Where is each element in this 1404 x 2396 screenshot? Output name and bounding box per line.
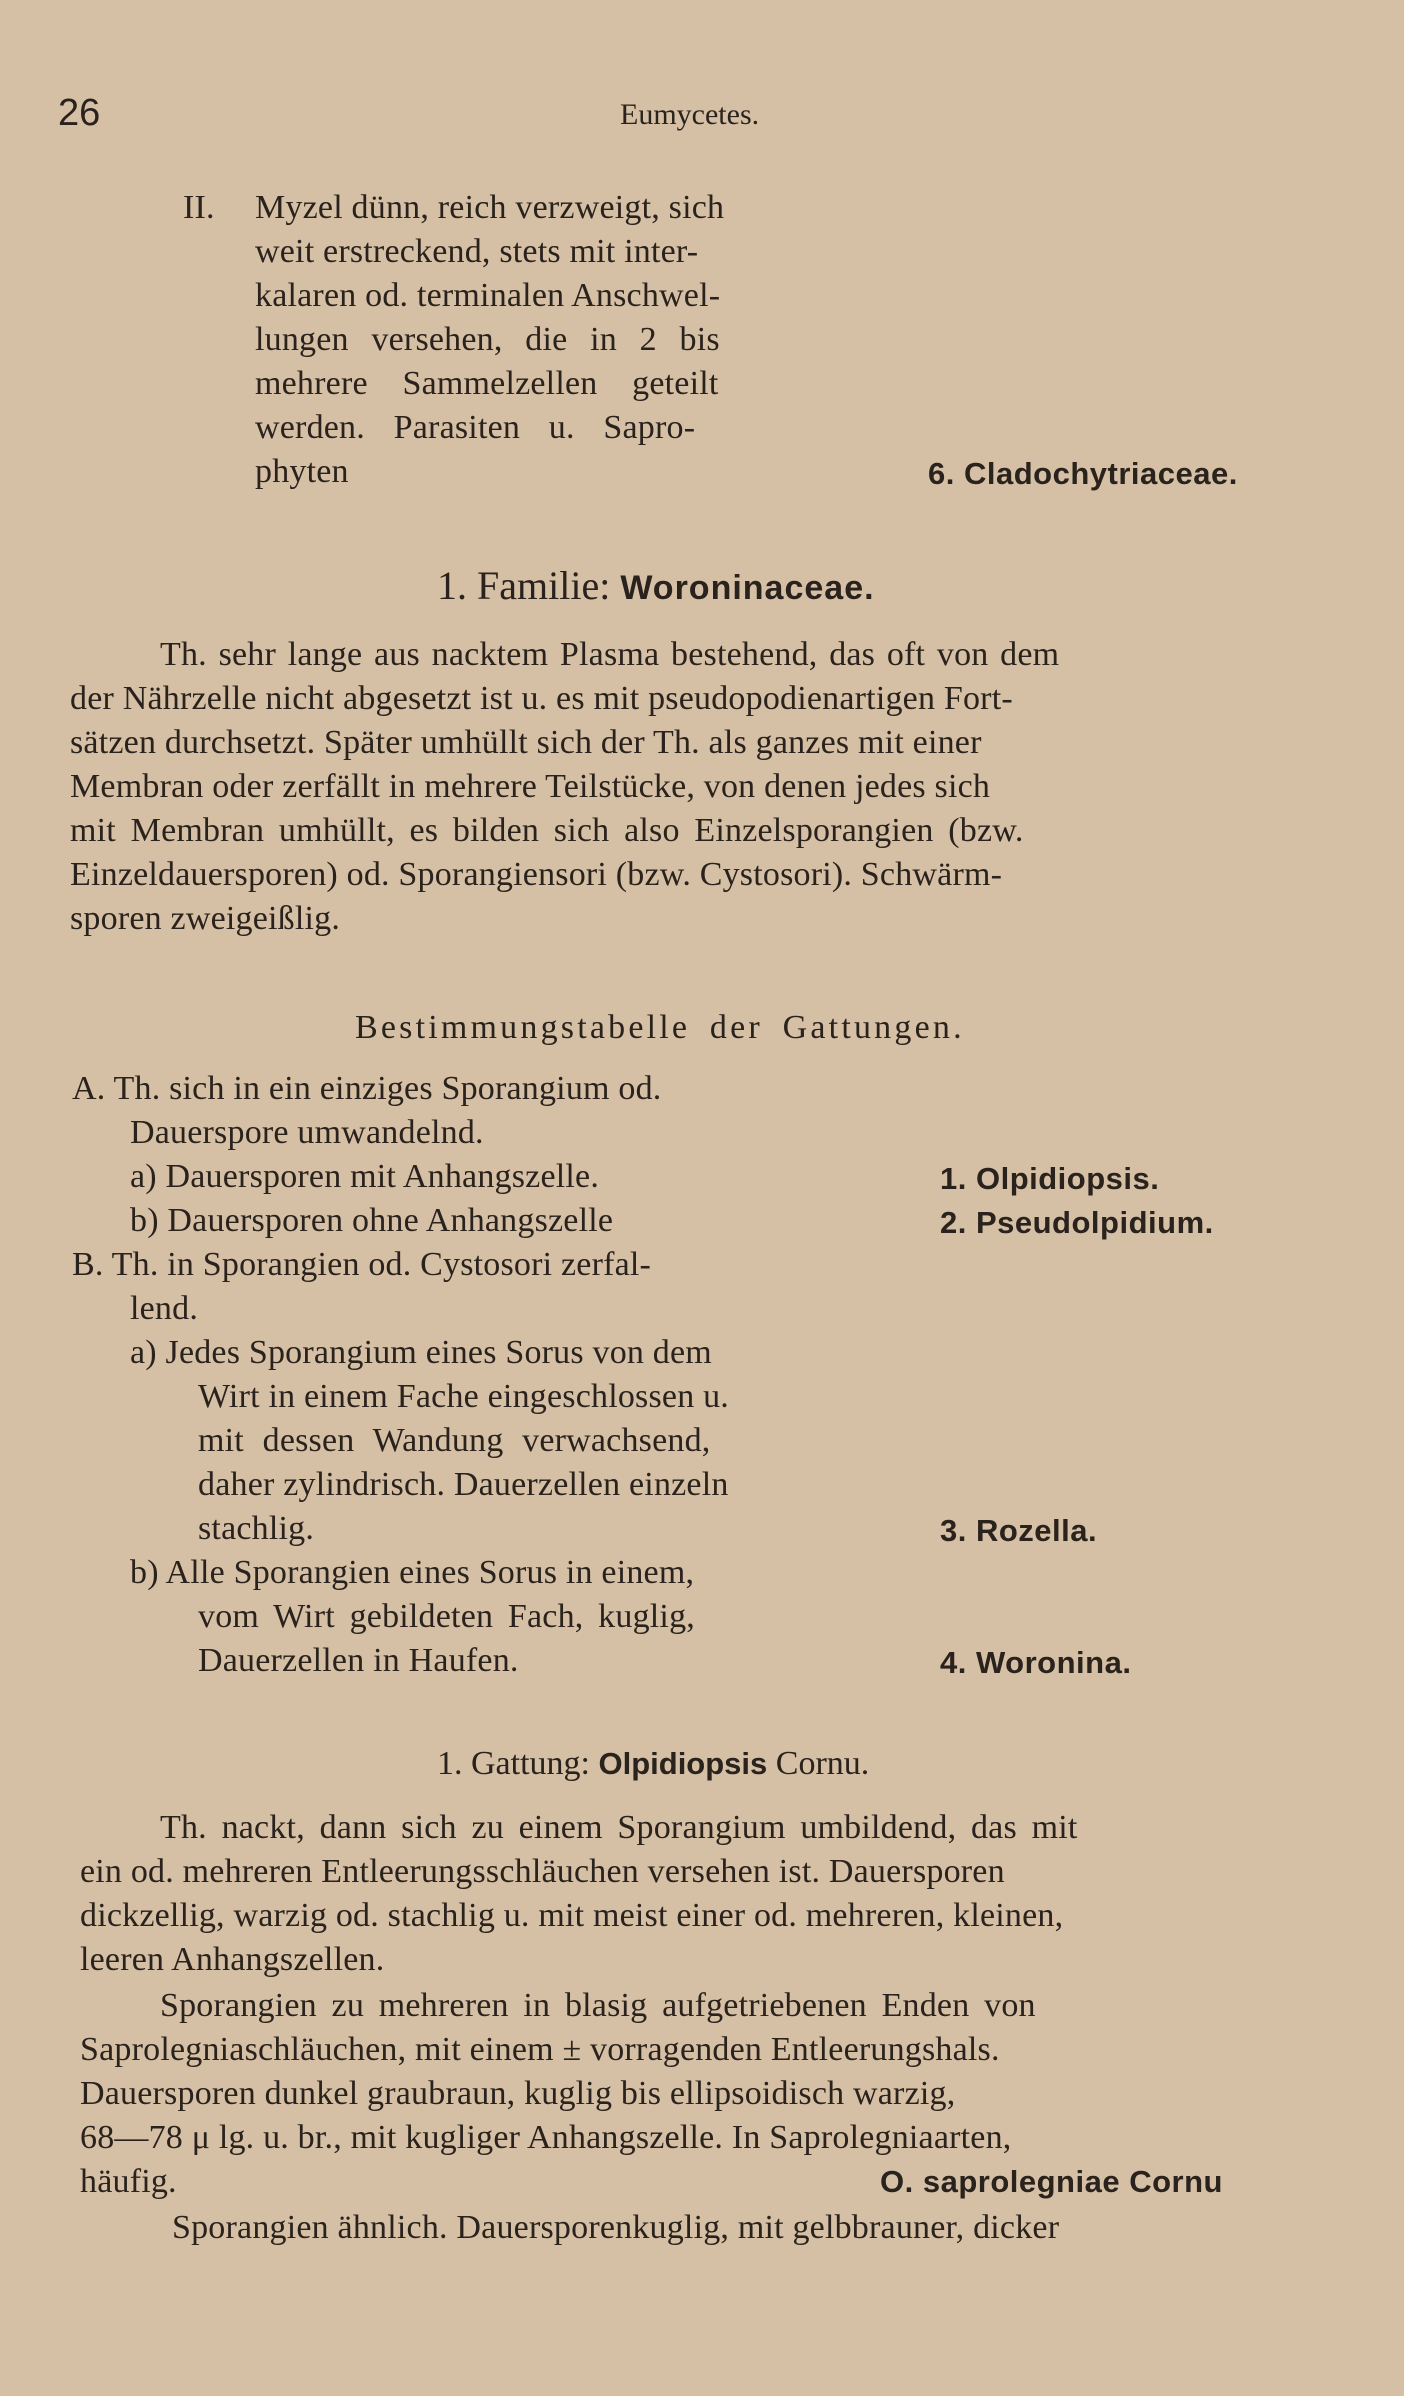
- family-description-line: Th. sehr lange aus nacktem Plasma bestehend, das oft von dem: [160, 636, 1060, 673]
- genus-description-line: leeren Anhangszellen.: [80, 1941, 385, 1978]
- species-description-line: 68—78 μ lg. u. br., mit kugliger Anhangszelle. In Saprolegniaarten,: [80, 2119, 1012, 2156]
- species-description-line: Sporangien zu mehreren in blasig aufgetriebenen Enden von: [160, 1987, 1036, 2024]
- family-number: 1.: [437, 563, 467, 608]
- key-A-line: A. Th. sich in ein einziges Sporangium od.: [72, 1070, 662, 1107]
- species-description-line: Saprolegniaschläuchen, mit einem ± vorragenden Entleerungshals.: [80, 2031, 1000, 2068]
- species-name: O. saprolegniae Cornu: [880, 2164, 1223, 2199]
- key-B-line: B. Th. in Sporangien od. Cystosori zerfal-: [72, 1246, 652, 1283]
- running-title: Eumycetes.: [620, 98, 760, 131]
- key-II-line: kalaren od. terminalen Anschwel-: [255, 277, 721, 314]
- key-II-line: weit erstreckend, stets mit inter-: [255, 233, 699, 270]
- family-name: Woroninaceae.: [620, 569, 875, 607]
- family-description-line: sätzen durchsetzt. Später umhüllt sich der Th. als ganzes mit einer: [70, 724, 982, 761]
- genus-heading: [437, 1745, 869, 1783]
- family-description-line: Membran oder zerfällt in mehrere Teilstücke, von denen jedes sich: [70, 768, 991, 805]
- key-II-line: lungen versehen, die in 2 bis: [255, 321, 720, 358]
- key-II-line: phyten: [255, 453, 349, 490]
- family-label: Familie:: [477, 563, 611, 608]
- key-Ba-result: 3. Rozella.: [940, 1513, 1098, 1548]
- key-Ba-line: daher zylindrisch. Dauerzellen einzeln: [198, 1466, 729, 1503]
- key-II-marker: II.: [183, 189, 215, 226]
- genus-heading-prefix: 1. Gattung:: [437, 1745, 590, 1782]
- key-Bb-line: Dauerzellen in Haufen.: [198, 1642, 519, 1679]
- key-Ba-line: a) Jedes Sporangium eines Sorus von dem: [130, 1334, 712, 1371]
- key-Bb-result: 4. Woronina.: [940, 1645, 1132, 1680]
- family-description-line: der Nährzelle nicht abgesetzt ist u. es mit pseudopodienartigen Fort-: [70, 680, 1013, 717]
- key-Aa-result: 1. Olpidiopsis.: [940, 1161, 1160, 1196]
- family-description-line: mit Membran umhüllt, es bilden sich also Einzelsporangien (bzw.: [70, 812, 1024, 849]
- genus-description-line: dickzellig, warzig od. stachlig u. mit meist einer od. mehreren, kleinen,: [80, 1897, 1064, 1934]
- key-Bb-line: vom Wirt gebildeten Fach, kuglig,: [198, 1598, 695, 1635]
- species-description-line: häufig.: [80, 2163, 177, 2200]
- key-A-line: Dauerspore umwandelnd.: [130, 1114, 484, 1151]
- family-description-line: sporen zweigeißlig.: [70, 900, 341, 937]
- page-number: 26: [58, 92, 101, 134]
- key-Ab-result: 2. Pseudolpidium.: [940, 1205, 1214, 1240]
- key-table-title: Bestimmungstabelle der Gattungen.: [355, 1009, 965, 1046]
- key-II-line: mehrere Sammelzellen geteilt: [255, 365, 719, 402]
- genus-description-line: ein od. mehreren Entleerungsschläuchen versehen ist. Dauersporen: [80, 1853, 1005, 1890]
- key-Ba-line: stachlig.: [198, 1510, 315, 1547]
- genus-heading-author: Cornu.: [775, 1745, 870, 1782]
- key-II-line: Myzel dünn, reich verzweigt, sich: [255, 189, 725, 226]
- species-description-line: Dauersporen dunkel graubraun, kuglig bis ellipsoidisch warzig,: [80, 2075, 956, 2112]
- family-description-line: Einzeldauersporen) od. Sporangiensori (bzw. Cystosori). Schwärm-: [70, 856, 1003, 893]
- key-Ba-line: Wirt in einem Fache eingeschlossen u.: [198, 1378, 729, 1415]
- key-Aa-line: a) Dauersporen mit Anhangszelle.: [130, 1158, 600, 1195]
- key-B-line: lend.: [130, 1290, 199, 1327]
- key-Bb-line: b) Alle Sporangien eines Sorus in einem,: [130, 1554, 695, 1591]
- key-Ba-line: mit dessen Wandung verwachsend,: [198, 1422, 711, 1459]
- key-Ab-line: b) Dauersporen ohne Anhangszelle: [130, 1202, 614, 1239]
- key-II-line: werden. Parasiten u. Sapro-: [255, 409, 696, 446]
- key-II-result: 6. Cladochytriaceae.: [928, 456, 1238, 491]
- next-species-line: Sporangien ähnlich. Dauersporenkuglig, mit gelbbrauner, dicker: [172, 2209, 1060, 2246]
- genus-description-line: Th. nackt, dann sich zu einem Sporangium umbildend, das mit: [160, 1809, 1078, 1846]
- family-heading: [437, 562, 875, 609]
- genus-heading-name: Olpidiopsis: [598, 1746, 768, 1781]
